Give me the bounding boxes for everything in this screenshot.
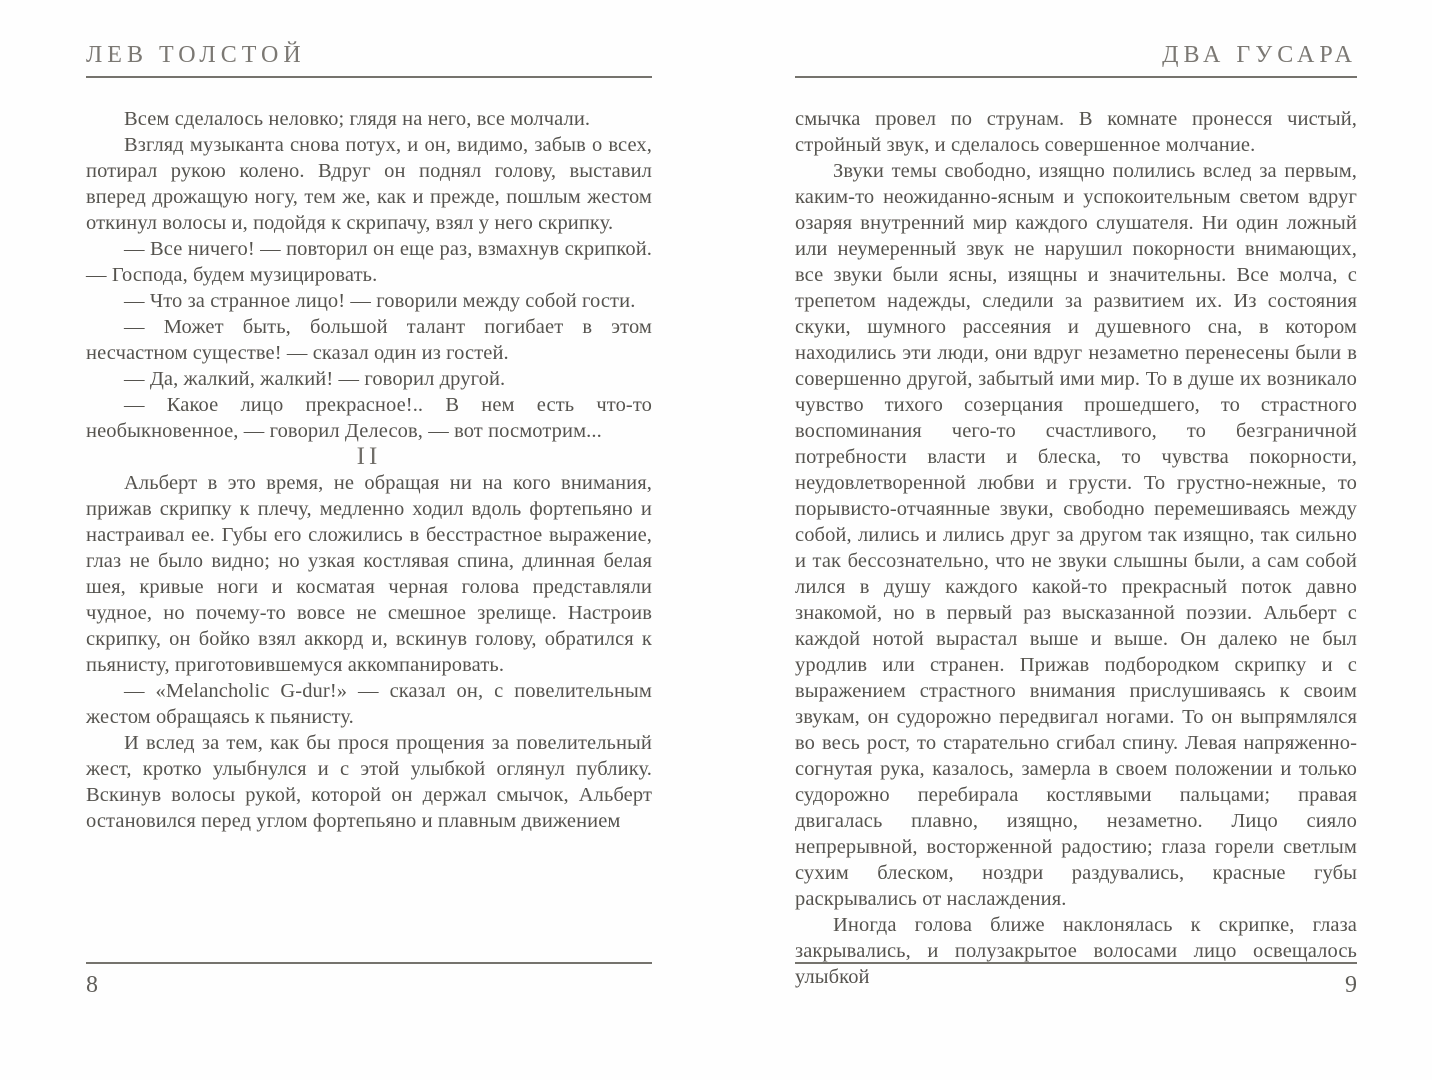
- page-number-right: 9: [1345, 972, 1357, 998]
- paragraph-dialogue: — Да, жалкий, жалкий! — говорил другой.: [124, 368, 506, 390]
- chapter-heading: II: [356, 443, 382, 470]
- paragraph-dialogue: — Какое лицо прекрасное!.. В нем есть что-то необыкновенное, — говорил Делесов, — вот посмотрим...: [86, 394, 652, 442]
- paragraph: Звуки темы свободно, изящно полились вслед за первым, каким-то неожиданно-ясным и успокоительным светом вдруг озаряя внутренний мир каждого слушателя. Ни один ложный или неумеренный звук не нарушил покорности внимающих, все звуки были ясны, изящны и значительны. Все молча, с трепетом надежды, следили за развитием их. Из состояния скуки, шумного рассеяния и душевного сна, в котором находились эти люди, они вдруг незаметно перенесены были в совершенно другой, забытый ими мир. То в душе их возникало чувство тихого созерцания прошедшего, то страстного воспоминания чего-то счастливого, то безграничной потребности власти и блеска, то чувства покорности, неудовлетворенной любви и грусти. То грустно-нежные, то порывисто-отчаянные звуки, свободно перемешиваясь между собой, лились и лились друг за другом так изящно, так сильно и так бессознательно, что не звуки слышны были, а сам собой лился в душу каждого какой-то прекрасный поток давно знакомой, но в первый раз высказанной поэзии. Альберт с каждой нотой вырастал выше и выше. Он далеко не был уродлив или странен. Прижав подбородком скрипку и с выражением страстного внимания прислушиваясь к своим звукам, он судорожно передвигал ногами. То он выпрямлялся во весь рост, то старательно сгибал спину. Левая напряженно-согнутая рука, казалось, замерла в своем положении и только судорожно перебирала костлявыми пальцами; правая двигалась плавно, изящно, незаметно. Лицо сияло непрерывной, восторженной радостию; глаза горели светлым сухим блеском, ноздри раздувались, красные губы раскрывались от наслаждения.: [795, 160, 1357, 910]
- footer-rule-left: [86, 962, 652, 964]
- paragraph-dialogue: — Все ничего! — повторил он еще раз, взмахнув скрипкой. — Господа, будем музицировать.: [86, 238, 652, 286]
- paragraph: Взгляд музыканта снова потух, и он, видимо, забыв о всех, потирал рукою колено. Вдруг он поднял голову, выставил вперед дрожащую ногу, тем же, как и прежде, пошлым жестом откинул волосы и, подойдя к скрипачу, взял у него скрипку.: [86, 134, 652, 234]
- paragraph: Иногда голова ближе наклонялась к скрипке, глаза закрывались, и полузакрытое волосами лицо освещалось улыбкой: [795, 914, 1357, 988]
- paragraph-dialogue: — «Melancholic G-dur!» — сказал он, с повелительным жестом обращаясь к пьянисту.: [86, 680, 652, 728]
- paragraph-dialogue: — Может быть, большой талант погибает в этом несчастном существе! — сказал один из гостей.: [86, 316, 652, 364]
- page-right: [795, 0, 1357, 1080]
- footer-rule-right: [795, 962, 1357, 964]
- page-number-left: 8: [86, 972, 98, 998]
- running-head-author: ЛЕВ ТОЛСТОЙ: [86, 42, 306, 68]
- header-rule-left: [86, 76, 652, 78]
- page-left: [86, 0, 652, 1080]
- header-rule-right: [795, 76, 1357, 78]
- paragraph: И вслед за тем, как бы прося прощения за повелительный жест, кротко улыбнулся и с этой улыбкой оглянул публику. Вскинув волосы рукой, которой он держал смычок, Альберт остановился перед углом фортепьяно и плавным движением: [86, 732, 652, 832]
- paragraph-dialogue: — Что за странное лицо! — говорили между собой гости.: [124, 290, 636, 312]
- page-right-body: [795, 106, 1357, 990]
- paragraph: Всем сделалось неловко; глядя на него, все молчали.: [124, 108, 591, 130]
- page-left-body: [86, 106, 652, 834]
- paragraph: Альберт в это время, не обращая ни на кого внимания, прижав скрипку к плечу, медленно ходил вдоль фортепьяно и настраивал ее. Губы его сложились в бесстрастное выражение, глаз не было видно; но узкая костлявая спина, длинная белая шея, кривые ноги и косматая черная голова представляли чудное, но почему-то вовсе не смешное зрелище. Настроив скрипку, он бойко взял аккорд и, вскинув голову, обратился к пьянисту, приготовившемуся аккомпанировать.: [86, 472, 652, 676]
- running-head-title: ДВА ГУСАРА: [1162, 42, 1357, 68]
- paragraph-continuation: смычка провел по струнам. В комнате пронесся чистый, стройный звук, и сделалось совершенное молчание.: [795, 108, 1357, 156]
